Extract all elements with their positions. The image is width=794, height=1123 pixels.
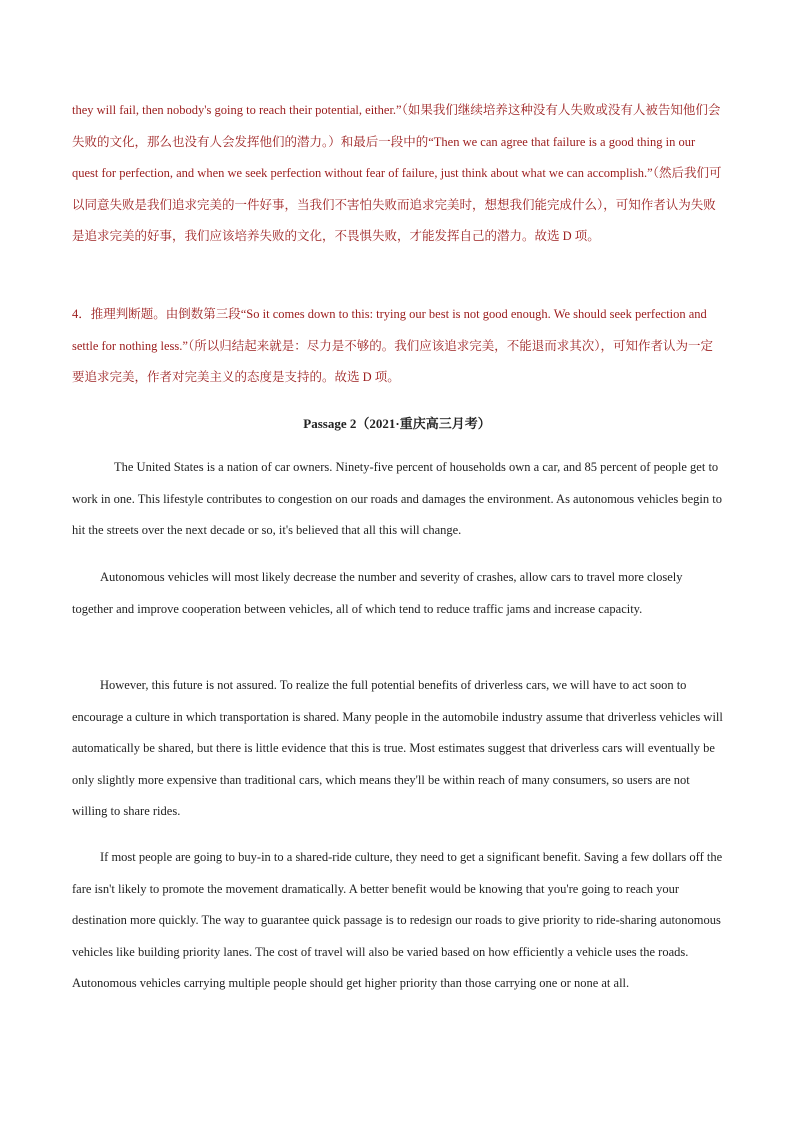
- passage-paragraph-1: The United States is a nation of car owners. Ninety-five percent of households own a car, and 85 percent of people get to work in one. This lifestyle contributes to congestion on our roads and damages the environment. As autonomous vehicles begin to hit the streets over the next decade or so, it's believed that all this will change.: [72, 460, 722, 538]
- passage-paragraph-3: However, this future is not assured. To realize the full potential benefits of driverless cars, we will have to act soon to encourage a culture in which transportation is shared. Many people in the automobile industry assume that driverless vehicles will automatically be shared, but there is little evidence that this is true. Most estimates suggest that driverless cars will eventually be only slightly more expensive than traditional cars, which means they'll be within reach of many consumers, so users are not willing to share rides.: [72, 678, 723, 819]
- analysis-paragraph-continued: they will fail, then nobody's going to reach their potential, either.”（如果我们继续培养这种没有人失败或没有人被告知他们会失败的文化，那么也没有人会发挥他们的潜力。）和最后一段中的“Then we can agree that failure is a good thing in our quest for perfection, and when we seek perfection without fear of failure, just think about what we can accomplish.”（然后我们可以同意失败是我们追求完美的一件好事，当我们不害怕失败而追求完美时，想想我们能完成什么），可知作者认为失败是追求完美的好事，我们应该培养失败的文化，不畏惧失败，才能发挥自己的潜力。故选 D 项。: [72, 103, 722, 244]
- passage-heading: Passage 2（2021·重庆高三月考）: [303, 416, 491, 431]
- analysis-item-4: 4．推理判断题。由倒数第三段“So it comes down to this: trying our best is not good enough. We should seek perfection and settle for nothing less.”（所以归结起来就是：尽力是不够的。我们应该追求完美，不能退而求其次），可知作者认为一定要追求完美，作者对完美主义的态度是支持的。故选 D 项。: [72, 307, 713, 385]
- passage-paragraph-2: Autonomous vehicles will most likely decrease the number and severity of crashes, allow cars to travel more closely together and improve cooperation between vehicles, all of which tend to reduce traffic jams and increase capacity.: [72, 570, 683, 616]
- passage-paragraph-4: If most people are going to buy-in to a shared-ride culture, they need to get a significant benefit. Saving a few dollars off the fare isn't likely to promote the movement dramatically. A better benefit would be knowing that you're going to reach your destination more quickly. The way to guarantee quick passage is to redesign our roads to give priority to ride-sharing autonomous vehicles like building priority lanes. The cost of travel will also be varied based on how efficiently a vehicle uses the roads. Autonomous vehicles carrying multiple people should get higher priority than those carrying one or none at all.: [72, 850, 723, 991]
